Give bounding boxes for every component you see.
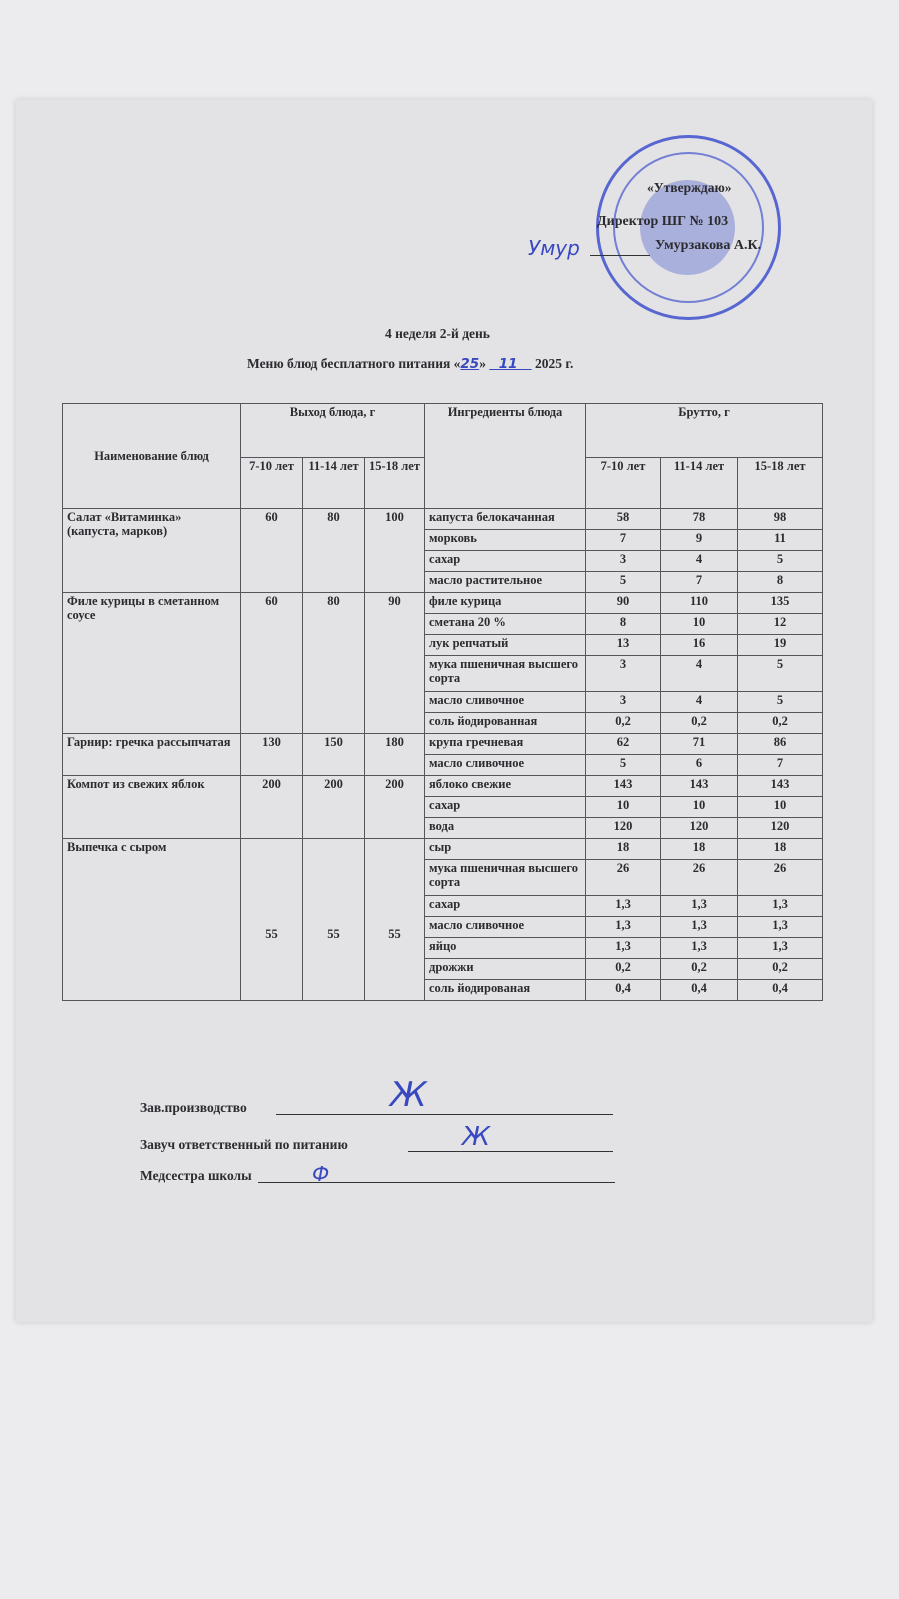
ingredient-brutto: 1,3 <box>738 896 823 917</box>
ingredient-brutto: 5 <box>738 692 823 713</box>
ingredient-name: соль йодированная <box>425 713 586 734</box>
header-brutto: Брутто, г <box>586 404 823 458</box>
approval-title: «Утверждаю» <box>647 180 732 195</box>
ingredient-brutto: 90 <box>586 593 661 614</box>
week-day: 4 неделя 2-й день <box>385 326 490 341</box>
brutto-age-15-18: 15-18 лет <box>738 458 823 509</box>
ingredient-brutto: 1,3 <box>738 917 823 938</box>
dish-name: Филе курицы в сметанном соусе <box>63 593 241 734</box>
ingredient-brutto: 5 <box>738 551 823 572</box>
ingredient-brutto: 0,2 <box>738 713 823 734</box>
ingredient-brutto: 8 <box>738 572 823 593</box>
ingredient-brutto: 71 <box>661 734 738 755</box>
dish-output: 200 <box>365 776 425 839</box>
header-dish-name: Наименование блюд <box>63 404 241 509</box>
ingredient-brutto: 143 <box>738 776 823 797</box>
ingredient-brutto: 120 <box>738 818 823 839</box>
ingredient-brutto: 18 <box>661 839 738 860</box>
ingredient-brutto: 6 <box>661 755 738 776</box>
ingredient-brutto: 58 <box>586 509 661 530</box>
ingredient-brutto: 26 <box>738 860 823 896</box>
ingredient-brutto: 3 <box>586 551 661 572</box>
ingredient-brutto: 5 <box>586 755 661 776</box>
nurse-signature: Ф <box>312 1162 330 1186</box>
deputy-signature: Ж <box>462 1122 491 1152</box>
ingredient-brutto: 12 <box>738 614 823 635</box>
ingredient-brutto: 1,3 <box>661 938 738 959</box>
dish-name: Выпечка с сыром <box>63 839 241 1001</box>
ingredient-brutto: 62 <box>586 734 661 755</box>
table-row <box>63 776 823 797</box>
dish-output: 60 <box>241 593 303 734</box>
brutto-age-7-10: 7-10 лет <box>586 458 661 509</box>
ingredient-brutto: 120 <box>586 818 661 839</box>
ingredient-name: капуста белокачанная <box>425 509 586 530</box>
ingredient-brutto: 10 <box>661 614 738 635</box>
ingredient-name: яйцо <box>425 938 586 959</box>
dish-output: 80 <box>303 509 365 593</box>
age-15-18: 15-18 лет <box>365 458 425 509</box>
ingredient-name: лук репчатый <box>425 635 586 656</box>
header-output: Выход блюда, г <box>241 404 425 458</box>
ingredient-brutto: 13 <box>586 635 661 656</box>
dish-output: 200 <box>303 776 365 839</box>
ingredient-brutto: 120 <box>661 818 738 839</box>
ingredient-brutto: 10 <box>586 797 661 818</box>
ingredient-name: масло сливочное <box>425 755 586 776</box>
ingredient-brutto: 16 <box>661 635 738 656</box>
ingredient-brutto: 3 <box>586 692 661 713</box>
signature-production-label: Зав.производство <box>140 1100 247 1115</box>
ingredient-brutto: 110 <box>661 593 738 614</box>
approval-name: Умурзакова А.К. <box>655 238 762 253</box>
ingredient-name: соль йодированая <box>425 980 586 1001</box>
ingredient-brutto: 10 <box>738 797 823 818</box>
ingredient-brutto: 4 <box>661 692 738 713</box>
ingredient-name: сыр <box>425 839 586 860</box>
dish-name: Компот из свежих яблок <box>63 776 241 839</box>
ingredient-brutto: 1,3 <box>738 938 823 959</box>
ingredient-brutto: 0,4 <box>586 980 661 1001</box>
dish-output: 60 <box>241 509 303 593</box>
dish-output: 55 <box>303 839 365 1001</box>
dish-output: 150 <box>303 734 365 776</box>
ingredient-name: мука пшеничная высшего сорта <box>425 656 586 692</box>
ingredient-brutto: 143 <box>661 776 738 797</box>
ingredient-brutto: 1,3 <box>586 917 661 938</box>
approval-position: Директор ШГ № 103 <box>597 214 729 229</box>
ingredient-brutto: 143 <box>586 776 661 797</box>
dish-output: 200 <box>241 776 303 839</box>
ingredient-brutto: 11 <box>738 530 823 551</box>
dish-output: 90 <box>365 593 425 734</box>
ingredient-brutto: 0,4 <box>661 980 738 1001</box>
ingredient-brutto: 0,2 <box>661 959 738 980</box>
ingredient-brutto: 0,2 <box>586 959 661 980</box>
ingredient-brutto: 0,2 <box>586 713 661 734</box>
ingredient-brutto: 18 <box>738 839 823 860</box>
ingredient-brutto: 7 <box>661 572 738 593</box>
dish-output: 130 <box>241 734 303 776</box>
ingredient-brutto: 7 <box>586 530 661 551</box>
ingredient-brutto: 0,2 <box>661 713 738 734</box>
ingredient-name: масло сливочное <box>425 917 586 938</box>
ingredient-brutto: 78 <box>661 509 738 530</box>
ingredient-brutto: 5 <box>586 572 661 593</box>
dish-name: Салат «Витаминка» (капуста, марков) <box>63 509 241 593</box>
ingredient-brutto: 26 <box>661 860 738 896</box>
ingredient-brutto: 19 <box>738 635 823 656</box>
ingredient-name: вода <box>425 818 586 839</box>
table-row <box>63 734 823 755</box>
ingredient-brutto: 4 <box>661 656 738 692</box>
production-signature: Ж <box>390 1075 427 1115</box>
ingredient-name: масло сливочное <box>425 692 586 713</box>
ingredient-brutto: 1,3 <box>586 938 661 959</box>
dish-name: Гарнир: гречка рассыпчатая <box>63 734 241 776</box>
ingredient-name: дрожжи <box>425 959 586 980</box>
ingredient-brutto: 135 <box>738 593 823 614</box>
ingredient-brutto: 86 <box>738 734 823 755</box>
age-11-14: 11-14 лет <box>303 458 365 509</box>
ingredient-brutto: 9 <box>661 530 738 551</box>
ingredient-name: сахар <box>425 896 586 917</box>
ingredient-brutto: 7 <box>738 755 823 776</box>
ingredient-brutto: 18 <box>586 839 661 860</box>
ingredient-brutto: 98 <box>738 509 823 530</box>
header-ingredients: Ингредиенты блюда <box>425 404 586 509</box>
ingredient-name: мука пшеничная высшего сорта <box>425 860 586 896</box>
ingredient-brutto: 1,3 <box>661 896 738 917</box>
table-row <box>63 839 823 860</box>
ingredient-name: морковь <box>425 530 586 551</box>
ingredient-name: масло растительное <box>425 572 586 593</box>
ingredient-name: крупа гречневая <box>425 734 586 755</box>
table-row <box>63 509 823 530</box>
ingredient-brutto: 10 <box>661 797 738 818</box>
ingredient-brutto: 0,4 <box>738 980 823 1001</box>
table-row <box>63 593 823 614</box>
ingredient-brutto: 5 <box>738 656 823 692</box>
dish-output: 80 <box>303 593 365 734</box>
ingredient-brutto: 1,3 <box>661 917 738 938</box>
dish-output: 55 <box>241 839 303 1001</box>
dish-output: 100 <box>365 509 425 593</box>
ingredient-brutto: 26 <box>586 860 661 896</box>
age-7-10: 7-10 лет <box>241 458 303 509</box>
ingredient-brutto: 1,3 <box>586 896 661 917</box>
menu-title: Меню блюд бесплатного питания «25» 11 2025 г. <box>247 356 574 372</box>
ingredient-name: сахар <box>425 551 586 572</box>
ingredient-brutto: 3 <box>586 656 661 692</box>
brutto-age-11-14: 11-14 лет <box>661 458 738 509</box>
ingredient-brutto: 0,2 <box>738 959 823 980</box>
ingredient-name: филе курица <box>425 593 586 614</box>
menu-table <box>62 403 823 1001</box>
ingredient-brutto: 8 <box>586 614 661 635</box>
director-signature: Умур <box>528 236 580 260</box>
ingredient-name: яблоко свежие <box>425 776 586 797</box>
ingredient-name: сметана 20 % <box>425 614 586 635</box>
signature-deputy-label: Завуч ответственный по питанию <box>140 1137 348 1152</box>
dish-output: 180 <box>365 734 425 776</box>
ingredient-name: сахар <box>425 797 586 818</box>
signature-nurse-label: Медсестра школы <box>140 1168 252 1183</box>
dish-output: 55 <box>365 839 425 1001</box>
ingredient-brutto: 4 <box>661 551 738 572</box>
